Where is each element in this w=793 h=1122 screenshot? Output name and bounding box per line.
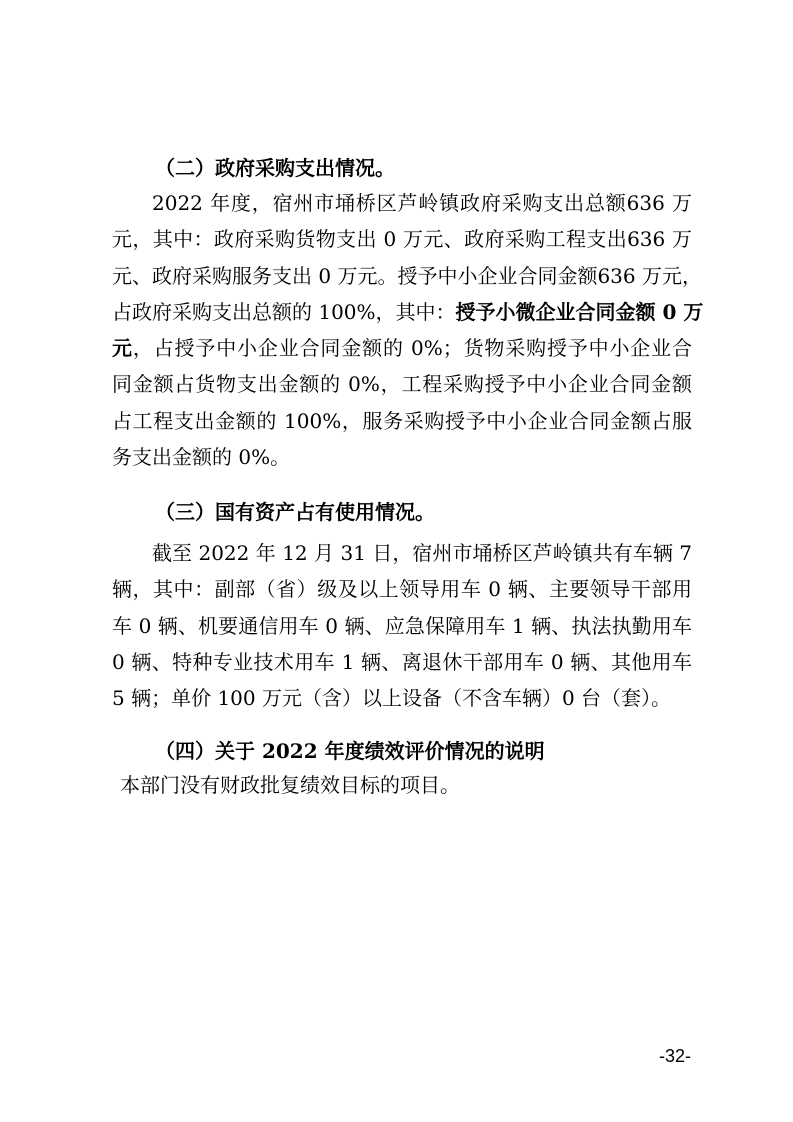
bold-text: 授予小微企业合同金额 0 万 bbox=[455, 299, 704, 324]
bold-text: 元 bbox=[112, 336, 133, 361]
paragraph-line bbox=[112, 294, 704, 330]
paragraph-line: 截至 2022 年 12 月 31 日，宿州市埇桥区芦岭镇共有车辆 7 bbox=[152, 541, 692, 565]
paragraph-line: 同金额占货物支出金额的 0%，工程采购授予中小企业合同金额 bbox=[112, 372, 692, 397]
paragraph-line: 务支出金额的 0%。 bbox=[112, 445, 291, 470]
paragraph-line: 辆，其中：副部（省）级及以上领导用车 0 辆、主要领导干部用 bbox=[112, 577, 692, 602]
section-heading-assets: （三）国有资产占有使用情况。 bbox=[155, 500, 435, 524]
section-heading-performance: （四）关于 2022 年度绩效评价情况的说明 bbox=[155, 739, 545, 763]
paragraph-text: ，占授予中小企业合同金额的 0%；货物采购授予中小企业合 bbox=[132, 336, 692, 361]
paragraph-line: 车 0 辆、机要通信用车 0 辆、应急保障用车 1 辆、执法执勤用车 bbox=[112, 613, 692, 638]
page-number: -32- bbox=[659, 1046, 692, 1066]
paragraph-line: 元，其中：政府采购货物支出 0 万元、政府采购工程支出636 万 bbox=[112, 227, 692, 252]
section-heading-procurement: （二）政府采购支出情况。 bbox=[155, 156, 395, 180]
paragraph-line bbox=[112, 330, 692, 366]
paragraph-line: 0 辆、特种专业技术用车 1 辆、离退休干部用车 0 辆、其他用车 bbox=[112, 649, 692, 674]
paragraph-performance bbox=[120, 767, 700, 803]
paragraph-procurement bbox=[112, 185, 704, 475]
paragraph-assets bbox=[112, 535, 692, 716]
paragraph-text: 占政府采购支出总额的 100%，其中： bbox=[112, 299, 456, 324]
paragraph-line: 5 辆；单价 100 万元（含）以上设备（不含车辆）0 台（套）。 bbox=[112, 686, 672, 711]
paragraph-line: 占工程支出金额的 100%，服务采购授予中小企业合同金额占服 bbox=[112, 408, 692, 433]
paragraph-line: 元、政府采购服务支出 0 万元。授予中小企业合同金额636 万元， bbox=[112, 263, 702, 288]
paragraph-line: 本部门没有财政批复绩效目标的项目。 bbox=[120, 773, 460, 797]
paragraph-line: 2022 年度，宿州市埇桥区芦岭镇政府采购支出总额636 万 bbox=[152, 191, 692, 215]
